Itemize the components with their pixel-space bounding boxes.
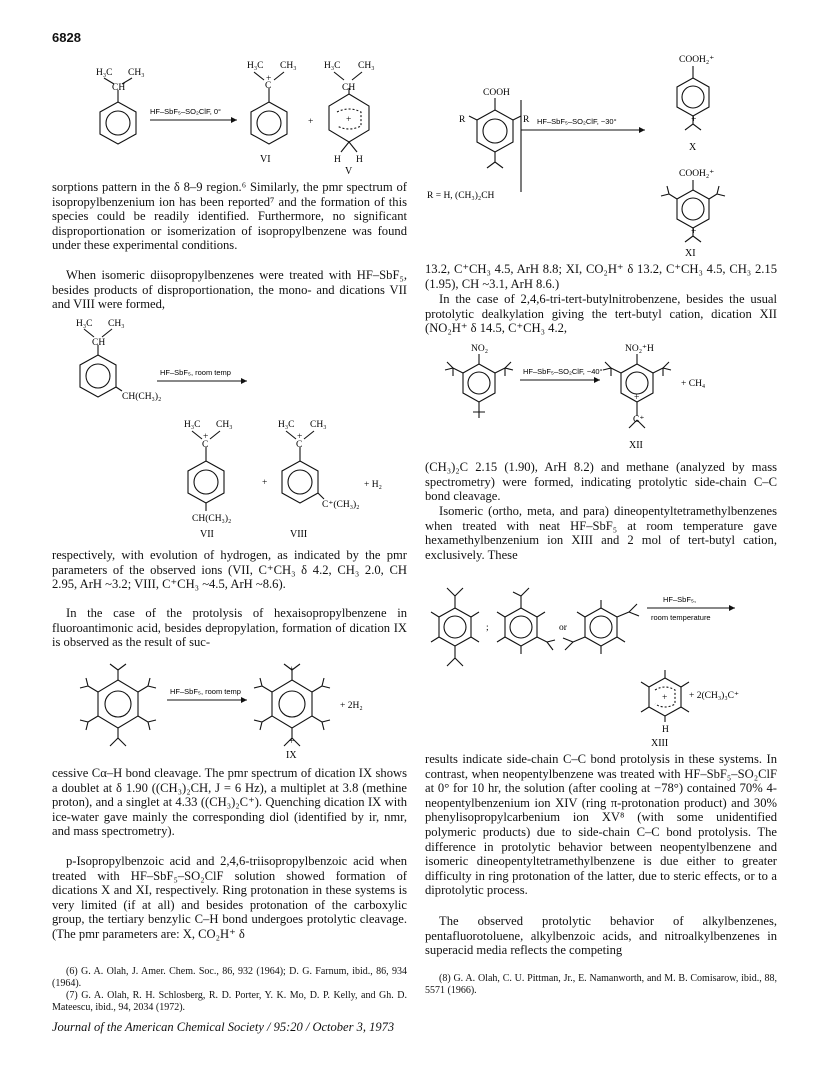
scheme4-reagent: HF–SbF₅–SO₂ClF, −40° <box>523 367 603 376</box>
svg-text:CH₃: CH₃ <box>128 68 145 78</box>
svg-text:+: + <box>289 665 295 675</box>
svg-text:H₃C: H₃C <box>96 68 113 78</box>
svg-text:C: C <box>202 440 209 450</box>
scheme-diisopropylbenzene <box>52 315 412 543</box>
svg-text:CH₃: CH₃ <box>310 420 327 430</box>
svg-text:C: C <box>265 81 272 91</box>
footnote-6: (6) G. A. Olah, J. Amer. Chem. Soc., 86, 932 (1964); D. G. Farnum, ibid., 86, 934 (1964). <box>52 966 407 989</box>
svg-text:C: C <box>296 440 303 450</box>
right-paragraph-5: results indicate side-chain C–C bond protolysis in these systems. In contrast, when neopentylbenzene was treated with HF–SbF₅–SO₂ClF at 0° for 10 hr, the solution (after cooling at −78°) contained 70% 4-neopentylbenzenium ion XIV (ring π-protonation product) and 30% phenylisopropylcarbenium ion XV⁸ (with some unidentified polymeric products) due to side-chain C–C bond protolysis. The difference in protolytic behavior between neopentylbenzene and isomeric dineopentyltetramethylbenzene is due either to greater difficulty in ring protonation of the latter, due to steric effects, or to a diprotolytic process. <box>425 752 777 898</box>
svg-text:H₃C: H₃C <box>247 61 264 71</box>
svg-text:+: + <box>308 117 314 127</box>
scheme3-reagent: HF–SbF₅, room temp <box>160 368 231 377</box>
scheme5-reagent: HF–SbF₅, room temp <box>170 687 241 696</box>
page-number: 6828 <box>52 30 81 45</box>
right-paragraph-6: The observed protolytic behavior of alkylbenzenes, pentafluorotoluene, alkylbenzoic acids, and nitroalkylbenzenes in superacid media reflects the competing <box>425 914 777 958</box>
scheme-isopropylbenzene <box>52 50 412 178</box>
label-VII: VII <box>200 529 214 540</box>
svg-text:COOH₂⁺: COOH₂⁺ <box>679 169 715 179</box>
scheme-hexaisopropylbenzene <box>52 660 412 760</box>
svg-text:+: + <box>297 432 303 442</box>
svg-text:COOH₂⁺: COOH₂⁺ <box>679 55 715 65</box>
svg-text:+: + <box>203 432 209 442</box>
svg-text:H: H <box>662 725 669 735</box>
svg-text:H: H <box>356 155 363 165</box>
label-VI: VI <box>260 154 271 165</box>
footnote-7: (7) G. A. Olah, R. H. Schlosberg, R. D. Porter, Y. K. Mo, D. P. Kelly, and Gh. D. Mateescu, ibid., 94, 2034 (1972). <box>52 990 407 1013</box>
label-VIII: VIII <box>290 529 308 540</box>
label-X: X <box>689 142 697 153</box>
right-paragraph-3: (CH₃)₂C 2.15 (1.90), ArH 8.2) and methane (analyzed by mass spectrometry) were formed, indicating protolytic side-chain C–C bond cleavage. <box>425 460 777 504</box>
scheme2-reagent: HF–SbF₅–SO₂ClF, −30° <box>537 117 617 126</box>
svg-text:CH₃: CH₃ <box>216 420 233 430</box>
footnote-8: (8) G. A. Olah, C. U. Pittman, Jr., E. Namanworth, and M. B. Comisarow, ibid., 88, 5571 (1966). <box>425 973 777 996</box>
svg-text:CH(CH₃)₂: CH(CH₃)₂ <box>122 392 162 402</box>
right-paragraph-1: 13.2, C⁺CH₃ 4.5, ArH 8.8; XI, CO₂H⁺ δ 13.2, C⁺CH₃ 4.5, CH₃ 2.15 (1.95), CH ~3.1, ArH 8.6.) <box>425 262 777 291</box>
scheme6-reagent-top: HF–SbF₅, <box>663 595 697 604</box>
left-paragraph-1: sorptions pattern in the δ 8–9 region.⁶ Similarly, the pmr spectrum of isopropylbenzenium ion has been reported⁷ and the formation of this species could be readily identified. Furthermore, no significant disproportionation or isomerization of isopropylbenzene was found under these experimental conditions. <box>52 180 407 253</box>
svg-text:R: R <box>459 115 466 125</box>
svg-text:;: ; <box>486 623 489 633</box>
svg-text:COOH: COOH <box>483 88 510 98</box>
svg-text:CH: CH <box>342 83 356 93</box>
svg-text:+ H₂: + H₂ <box>364 480 382 490</box>
left-paragraph-3: respectively, with evolution of hydrogen, as indicated by the pmr parameters of the observed ions (VII, C⁺CH₃ δ 4.2, CH₃ 2.0, CH 2.95, ArH ~3.2; VIII, C⁺CH₃ ~4.5, ArH ~8.6). <box>52 548 407 592</box>
svg-text:CH: CH <box>92 338 106 348</box>
scheme-tri-tert-butylnitrobenzene <box>425 340 785 458</box>
svg-text:+ CH₄: + CH₄ <box>681 379 706 389</box>
svg-text:CH₃: CH₃ <box>358 61 375 71</box>
svg-text:+ 2H₂: + 2H₂ <box>340 701 363 711</box>
svg-text:or: or <box>559 623 567 633</box>
svg-text:+: + <box>346 115 352 125</box>
label-XII: XII <box>629 440 643 451</box>
svg-text:+: + <box>691 227 697 237</box>
svg-text:H₃C: H₃C <box>324 61 341 71</box>
svg-text:CH₃: CH₃ <box>280 61 297 71</box>
scheme-alkylbenzoic-acids <box>425 50 785 260</box>
r-group-definition: R = H, (CH₃)₂CH <box>427 191 495 201</box>
label-IX: IX <box>286 750 297 760</box>
svg-text:CH₃: CH₃ <box>108 319 125 329</box>
svg-text:R: R <box>523 115 530 125</box>
svg-text:H₃C: H₃C <box>184 420 201 430</box>
journal-footer: Journal of the American Chemical Society / 95:20 / October 3, 1973 <box>52 1020 395 1034</box>
svg-text:+: + <box>634 393 640 403</box>
left-paragraph-6: p-Isopropylbenzoic acid and 2,4,6-triisopropylbenzoic acid when treated with HF–SbF₅–SO₂ClF solution showed formation of dications X and XI, respectively. Ring protonation in these systems is very limited (if at all) and besides protonation of the carboxylic group, the tertiary benzylic C–H bond undergoes protolytic cleavage. (The pmr parameters are: X, CO₂H⁺ δ <box>52 854 407 941</box>
svg-text:+: + <box>266 74 272 84</box>
label-V: V <box>345 166 353 177</box>
left-paragraph-2: When isomeric diisopropylbenzenes were treated with HF–SbF₅, besides products of disproportionation, the mono- and dications VII and VIII were formed, <box>52 268 407 312</box>
scheme-dineopentyltetramethylbenzenes <box>425 568 785 748</box>
svg-text:H₃C: H₃C <box>278 420 295 430</box>
svg-text:+: + <box>289 737 295 747</box>
scheme1-reagent: HF–SbF₅–SO₂ClF, 0° <box>150 107 222 116</box>
label-XIII: XIII <box>651 738 669 748</box>
svg-text:+: + <box>662 693 668 703</box>
svg-text:NO₂: NO₂ <box>471 344 489 354</box>
left-paragraph-5: cessive Cα–H bond cleavage. The pmr spectrum of dication IX shows a doublet at δ 1.90 ((CH₃)₂CH, J = 6 Hz), a multiplet at 3.8 (methine proton), and a singlet at 4.33 ((CH₃)₂C⁺). Quenching dication IX with ice-water gave mainly the corresponding diol (identified by ir, nmr, and mass spectrometry). <box>52 766 407 839</box>
right-paragraph-2: In the case of 2,4,6-tri-tert-butylnitrobenzene, besides the usual protolytic dealkylation giving the tert-butyl cation, dication XII (NO₂H⁺ δ 14.5, C⁺CH₃ 4.2, <box>425 292 777 336</box>
label-XI: XI <box>685 248 696 259</box>
svg-text:CH: CH <box>112 83 126 93</box>
svg-text:+: + <box>262 478 268 488</box>
svg-text:NO₂⁺H: NO₂⁺H <box>625 344 654 354</box>
svg-text:+: + <box>691 115 697 125</box>
scheme6-reagent-bottom: room temperature <box>651 613 711 622</box>
svg-text:CH(CH₃)₂: CH(CH₃)₂ <box>192 514 232 524</box>
left-paragraph-4: In the case of the protolysis of hexaisopropylbenzene in fluoroantimonic acid, besides depropylation, formation of dication IX is observed as the result of suc- <box>52 606 407 650</box>
svg-text:C⁺: C⁺ <box>633 415 645 425</box>
svg-text:H: H <box>334 155 341 165</box>
svg-text:+ 2(CH₃)₃C⁺: + 2(CH₃)₃C⁺ <box>689 691 739 701</box>
svg-text:H₃C: H₃C <box>76 319 93 329</box>
right-paragraph-4: Isomeric (ortho, meta, and para) dineopentyltetramethylbenzenes when treated with neat HF–SbF₅ at room temperature gave hexamethylbenzenium ion XIII and 2 mol of tert-butyl cation, exclusively. These <box>425 504 777 562</box>
svg-text:C⁺(CH₃)₂: C⁺(CH₃)₂ <box>322 500 360 510</box>
